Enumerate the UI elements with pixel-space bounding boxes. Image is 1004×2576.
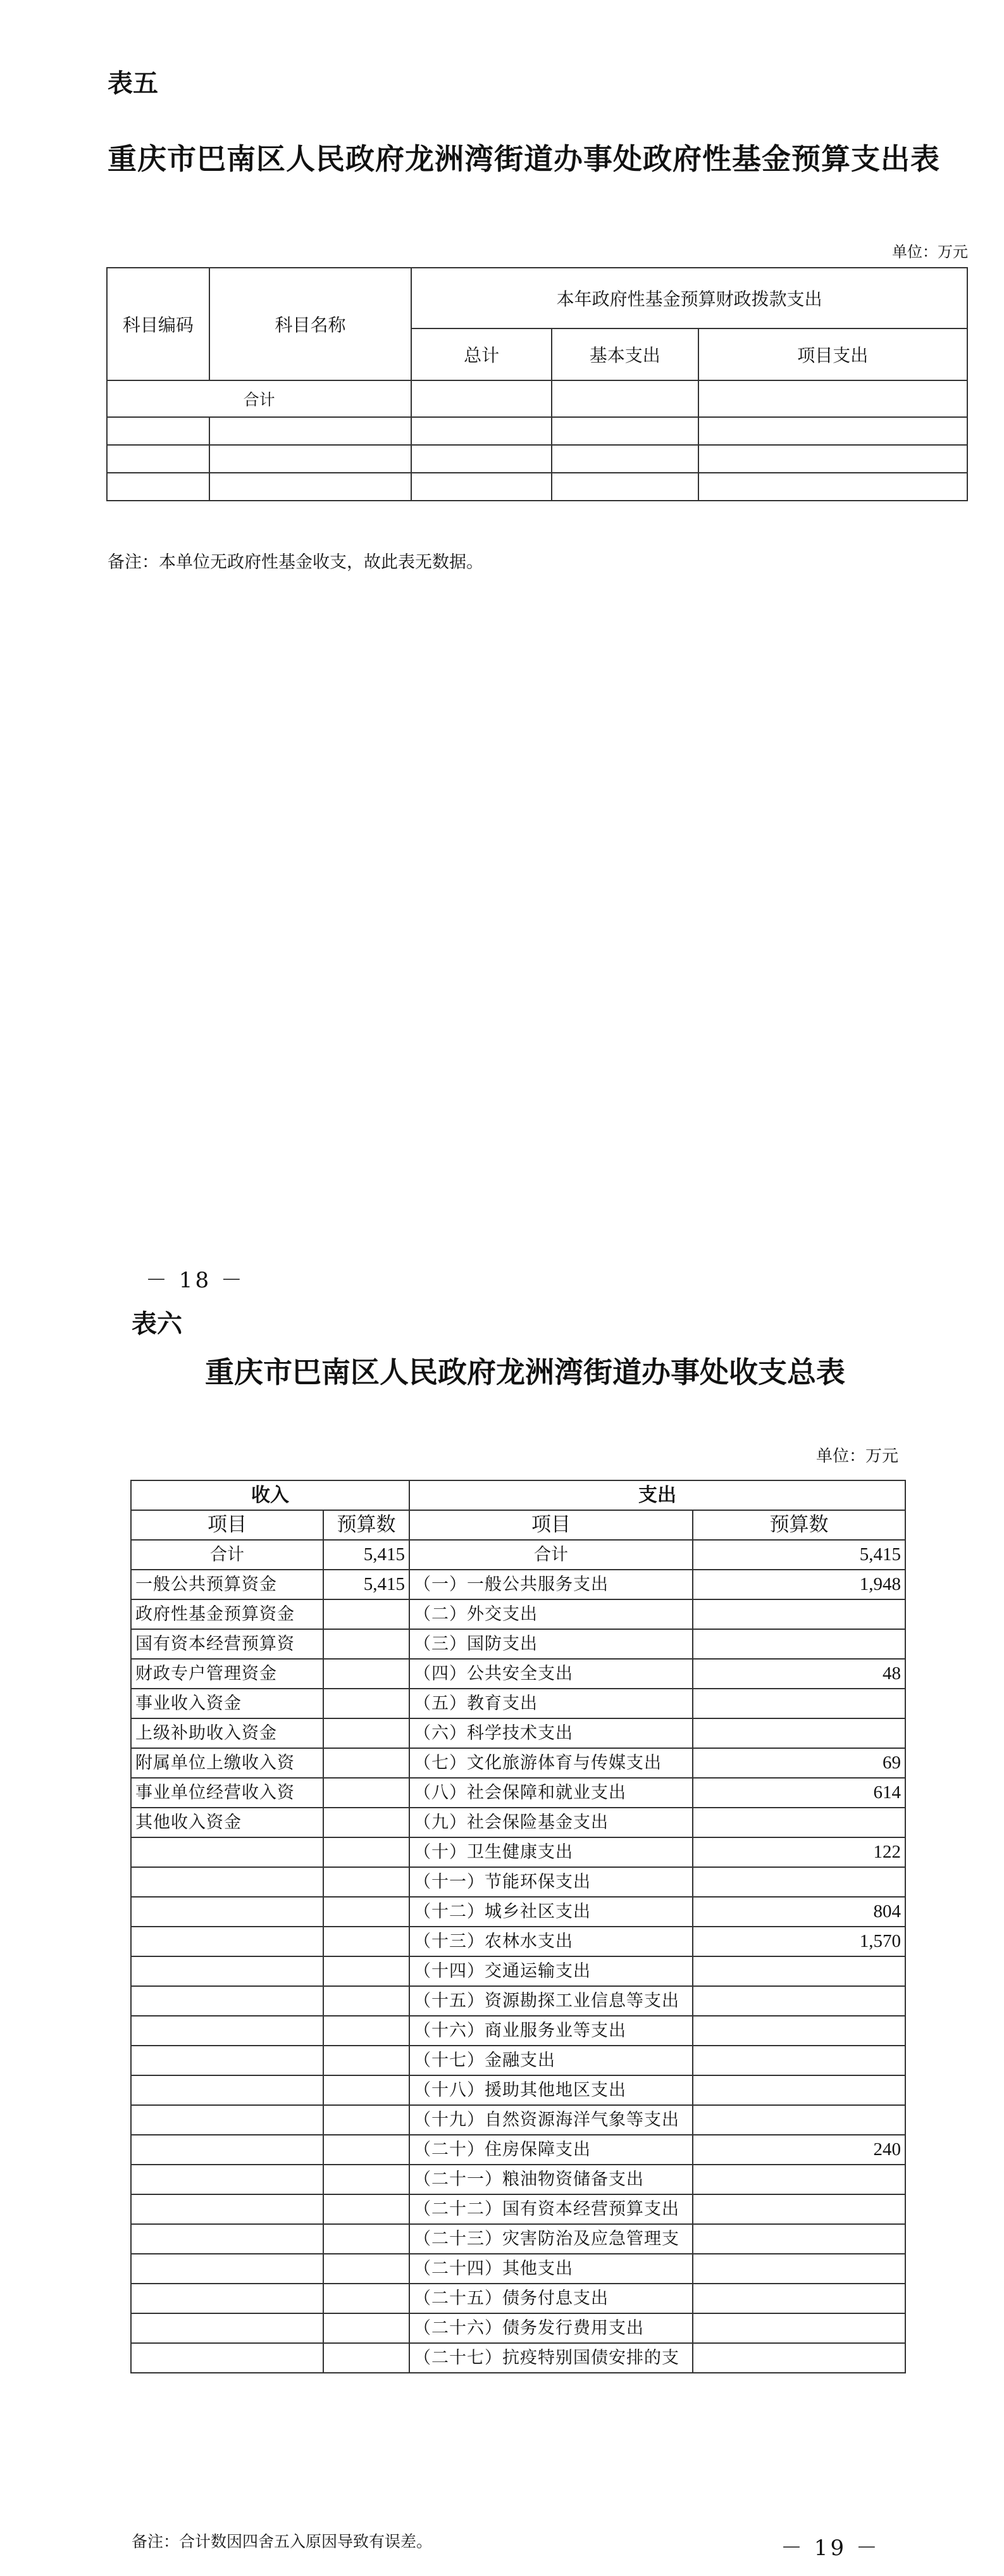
income-value [323, 2343, 409, 2373]
expense-value [693, 2224, 905, 2254]
table6-row [131, 1659, 905, 1689]
income-item: 附属单位上缴收入资 [131, 1748, 323, 1778]
expense-item: （十六）商业服务业等支出 [409, 2016, 693, 2046]
table6-row [131, 1986, 905, 2016]
table5-header-basic: 基本支出 [552, 328, 698, 380]
expense-item: （十八）援助其他地区支出 [409, 2075, 693, 2105]
page-number-19: － 19 － [781, 2535, 880, 2561]
income-value [323, 1689, 409, 1718]
income-item: 上级补助收入资金 [131, 1718, 323, 1748]
table6-label: 表六 [132, 1310, 182, 1339]
income-value [323, 2165, 409, 2194]
table6-row [131, 1689, 905, 1718]
table6-row [131, 1837, 905, 1867]
table6-row [131, 1897, 905, 1927]
expense-item: （六）科学技术支出 [409, 1718, 693, 1748]
expense-item: （二十五）债务付息支出 [409, 2284, 693, 2313]
table6-note: 备注：合计数因四舍五入原因导致有误差。 [132, 2532, 433, 2551]
income-value [323, 1927, 409, 1956]
expense-value [693, 2046, 905, 2075]
table6-row [131, 1778, 905, 1808]
expense-item: （九）社会保险基金支出 [409, 1808, 693, 1837]
table5-title: 重庆市巴南区人民政府龙洲湾街道办事处政府性基金预算支出表 [108, 142, 940, 176]
income-item: 财政专户管理资金 [131, 1659, 323, 1689]
income-value [323, 2194, 409, 2224]
table5-row [107, 445, 967, 473]
expense-value [693, 2016, 905, 2046]
table5-cell [552, 380, 698, 417]
table6-total-label: 合计 [131, 1540, 323, 1570]
table6-row [131, 2165, 905, 2194]
table5-header-group: 本年政府性基金预算财政拨款支出 [411, 268, 967, 328]
table6-row [131, 2254, 905, 2284]
table5-row [107, 473, 967, 501]
income-item [131, 2284, 323, 2313]
income-value [323, 2016, 409, 2046]
expense-item: （二十一）粮油物资储备支出 [409, 2165, 693, 2194]
table6-header-budget: 预算数 [323, 1510, 409, 1540]
table6-total-label2: 合计 [409, 1540, 693, 1570]
expense-item: （十一）节能环保支出 [409, 1867, 693, 1897]
income-item [131, 1867, 323, 1897]
expense-value [693, 2343, 905, 2373]
income-value [323, 1778, 409, 1808]
expense-value [693, 1986, 905, 2016]
table5-total-label: 合计 [107, 380, 411, 417]
table6-header-item: 项目 [131, 1510, 323, 1540]
expense-item: （二十三）灾害防治及应急管理支 [409, 2224, 693, 2254]
expense-value [693, 2313, 905, 2343]
table6-row [131, 1570, 905, 1599]
income-value [323, 2284, 409, 2313]
expense-value [693, 1629, 905, 1659]
table5-unit: 单位：万元 [892, 243, 968, 261]
income-item [131, 2254, 323, 2284]
income-item [131, 2343, 323, 2373]
table6-row [131, 1927, 905, 1956]
income-item [131, 2046, 323, 2075]
expense-item: （三）国防支出 [409, 1629, 693, 1659]
table5-grid [106, 267, 968, 501]
expense-item: （二十二）国有资本经营预算支出 [409, 2194, 693, 2224]
income-item [131, 1837, 323, 1867]
income-value [323, 1986, 409, 2016]
expense-item: （七）文化旅游体育与传媒支出 [409, 1748, 693, 1778]
income-item: 事业收入资金 [131, 1689, 323, 1718]
table6-row [131, 2075, 905, 2105]
expense-value [693, 2254, 905, 2284]
income-value [323, 1956, 409, 1986]
income-item [131, 2194, 323, 2224]
table6-grid [130, 1480, 906, 2373]
expense-item: （十）卫生健康支出 [409, 1837, 693, 1867]
expense-value [693, 2284, 905, 2313]
income-item: 其他收入资金 [131, 1808, 323, 1837]
expense-value: 1,570 [693, 1927, 905, 1956]
expense-item: （十七）金融支出 [409, 2046, 693, 2075]
page-number-18: － 18 － [146, 1268, 245, 1293]
income-value [323, 2105, 409, 2135]
income-value [323, 1748, 409, 1778]
expense-item: （四）公共安全支出 [409, 1659, 693, 1689]
table6-row [131, 2194, 905, 2224]
income-value [323, 1599, 409, 1629]
table6-row [131, 1867, 905, 1897]
table6-row [131, 2224, 905, 2254]
expense-value [693, 2194, 905, 2224]
income-value [323, 1659, 409, 1689]
table6-row [131, 1599, 905, 1629]
income-item [131, 1956, 323, 1986]
income-item: 事业单位经营收入资 [131, 1778, 323, 1808]
table6-row [131, 1629, 905, 1659]
expense-value [693, 1867, 905, 1897]
expense-item: （二）外交支出 [409, 1599, 693, 1629]
table6-header-expense: 支出 [409, 1480, 905, 1510]
table6-row [131, 2016, 905, 2046]
expense-value: 122 [693, 1837, 905, 1867]
expense-item: （二十）住房保障支出 [409, 2135, 693, 2165]
expense-value: 48 [693, 1659, 905, 1689]
income-value [323, 1718, 409, 1748]
expense-value [693, 2165, 905, 2194]
income-value [323, 1867, 409, 1897]
income-value [323, 2224, 409, 2254]
expense-item: （十九）自然资源海洋气象等支出 [409, 2105, 693, 2135]
income-item [131, 2135, 323, 2165]
table6-unit: 单位：万元 [815, 1447, 898, 1466]
table6-row [131, 2343, 905, 2373]
table6-total-expense: 5,415 [693, 1540, 905, 1570]
table6-header-budget2: 预算数 [693, 1510, 905, 1540]
expense-item: （十三）农林水支出 [409, 1927, 693, 1956]
expense-value [693, 1689, 905, 1718]
table6-header-income: 收入 [131, 1480, 409, 1510]
table5-row [107, 417, 967, 445]
table5-label: 表五 [108, 69, 158, 98]
table5-cell [698, 380, 967, 417]
expense-item: （二十七）抗疫特别国债安排的支 [409, 2343, 693, 2373]
table6-row [131, 2046, 905, 2075]
expense-item: （二十六）债务发行费用支出 [409, 2313, 693, 2343]
expense-value [693, 1808, 905, 1837]
expense-item: （八）社会保障和就业支出 [409, 1778, 693, 1808]
expense-value: 240 [693, 2135, 905, 2165]
income-item [131, 1897, 323, 1927]
table6-row [131, 1956, 905, 1986]
income-value [323, 2254, 409, 2284]
income-item: 政府性基金预算资金 [131, 1599, 323, 1629]
table6-row [131, 1808, 905, 1837]
income-value [323, 2075, 409, 2105]
expense-value [693, 1718, 905, 1748]
income-item [131, 1986, 323, 2016]
income-item [131, 2016, 323, 2046]
income-value [323, 1808, 409, 1837]
expense-value: 614 [693, 1778, 905, 1808]
income-value [323, 2135, 409, 2165]
income-value [323, 1897, 409, 1927]
table6-row [131, 1718, 905, 1748]
income-item [131, 2165, 323, 2194]
table6-row [131, 2135, 905, 2165]
expense-value [693, 2075, 905, 2105]
income-item [131, 1927, 323, 1956]
expense-item: （十二）城乡社区支出 [409, 1897, 693, 1927]
table6-header-item2: 项目 [409, 1510, 693, 1540]
income-item: 一般公共预算资金 [131, 1570, 323, 1599]
income-value [323, 2046, 409, 2075]
expense-item: （一）一般公共服务支出 [409, 1570, 693, 1599]
table5-header-code: 科目编码 [107, 268, 209, 380]
table6-row [131, 1748, 905, 1778]
expense-value [693, 1956, 905, 1986]
expense-value: 1,948 [693, 1570, 905, 1599]
income-item [131, 2224, 323, 2254]
expense-value [693, 2105, 905, 2135]
expense-item: （二十四）其他支出 [409, 2254, 693, 2284]
income-value [323, 1837, 409, 1867]
expense-item: （十五）资源勘探工业信息等支出 [409, 1986, 693, 2016]
table5-header-total: 总计 [411, 328, 552, 380]
income-item [131, 2105, 323, 2135]
table5-note: 备注：本单位无政府性基金收支，故此表无数据。 [108, 553, 483, 572]
table5-header-project: 项目支出 [698, 328, 967, 380]
table6-row [131, 2105, 905, 2135]
income-item: 国有资本经营预算资 [131, 1629, 323, 1659]
table6-row [131, 2313, 905, 2343]
table6-row [131, 2284, 905, 2313]
income-value: 5,415 [323, 1570, 409, 1599]
table5-header-name: 科目名称 [209, 268, 412, 380]
income-value [323, 1629, 409, 1659]
expense-value: 804 [693, 1897, 905, 1927]
table6-title: 重庆市巴南区人民政府龙洲湾街道办事处收支总表 [205, 1355, 845, 1389]
income-value [323, 2313, 409, 2343]
expense-value [693, 1599, 905, 1629]
expense-item: （五）教育支出 [409, 1689, 693, 1718]
income-item [131, 2313, 323, 2343]
expense-value: 69 [693, 1748, 905, 1778]
table6-total-income: 5,415 [323, 1540, 409, 1570]
table5-cell [411, 380, 552, 417]
expense-item: （十四）交通运输支出 [409, 1956, 693, 1986]
income-item [131, 2075, 323, 2105]
